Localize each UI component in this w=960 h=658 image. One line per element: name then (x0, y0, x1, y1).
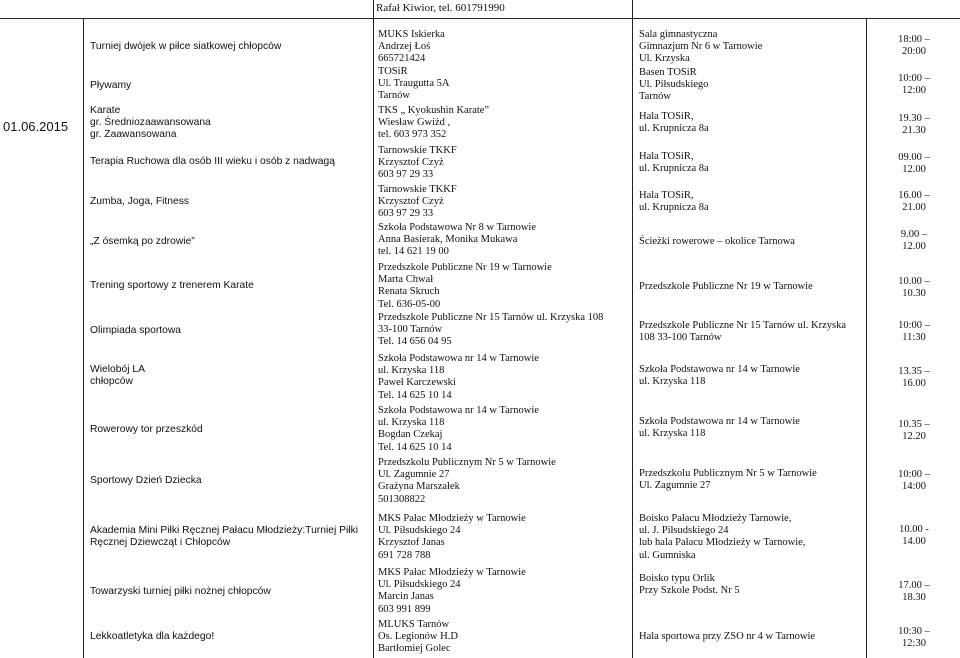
time-cell (870, 626, 958, 650)
organizer-cell (378, 567, 628, 616)
event-text: Terapia Ruchowa dla osób III wieku i osób z nadwagą (90, 156, 335, 167)
time-start: 18:00 – (898, 34, 930, 45)
location-line: ul. Krupnicza 8a (639, 163, 709, 175)
event-text: Zumba, Joga, Fitness (90, 196, 190, 207)
time-end: 16.00 (902, 378, 926, 390)
organizer-line: Krzysztof Czyż (378, 157, 444, 169)
table-top-border (0, 18, 960, 19)
organizer-line: TKS „ Kyokushin Karate” (378, 105, 490, 116)
time-start: 17.00 – (898, 580, 930, 591)
event-cell (90, 280, 370, 292)
location-cell (639, 320, 864, 344)
location-cell (639, 151, 864, 175)
organizer-line: Bartłomiej Golec (378, 643, 451, 655)
organizer-line: 665721424 (378, 53, 426, 65)
time-start: 9.00 – (900, 229, 928, 240)
time-cell (870, 524, 958, 548)
location-line: Hala TOSiR, (639, 151, 694, 162)
organizer-line: 691 728 788 (378, 549, 431, 561)
organizer-line: Szkoła Podstawowa nr 14 w Tarnowie (378, 353, 539, 364)
event-text: Towarzyski turniej piłki nożnej chłopców (90, 586, 271, 597)
time-start: 10:30 – (898, 626, 930, 637)
organizer-line: 603 97 29 33 (378, 169, 434, 181)
organizer-line: MUKS Iskierka (378, 29, 445, 40)
location-line: Przedszkole Publiczne Nr 15 Tarnów ul. Krzyska (639, 320, 846, 331)
time-start: 10.35 – (898, 419, 930, 430)
time-end: 18.30 (902, 592, 926, 604)
time-start: 10:00 – (898, 469, 930, 480)
organizer-line: Przedszkole Publiczne Nr 19 w Tarnowie (378, 262, 552, 273)
event-cell (90, 586, 370, 598)
organizer-line: ul. Krzyska 118 (378, 417, 445, 429)
organizer-line: MLUKS Tarnów (378, 619, 450, 630)
organizer-line: Grażyna Marszałek (378, 481, 460, 493)
organizer-line: Krzysztof Janas (378, 537, 445, 549)
time-start: 10.00 - (899, 524, 929, 535)
event-text: Pływamy (90, 80, 132, 91)
location-line: Gimnazjum Nr 6 w Tarnowie (639, 41, 763, 53)
location-line: Przedszkolu Publicznym Nr 5 w Tarnowie (639, 468, 817, 479)
organizer-line: Renata Skruch (378, 286, 440, 298)
organizer-line: Tarnowskie TKKF (378, 184, 457, 195)
event-text: „Z ósemką po zdrowie” (90, 236, 195, 247)
location-cell (639, 513, 864, 562)
organizer-line: Krzysztof Czyż (378, 196, 444, 208)
location-cell (639, 281, 864, 293)
time-cell (870, 190, 958, 214)
event-text: Lekkoatletyka dla każdego! (90, 631, 215, 642)
location-line: ul. Krupnicza 8a (639, 202, 709, 214)
event-text: Olimpiada sportowa (90, 325, 181, 336)
organizer-line: 33-100 Tarnów (378, 324, 443, 336)
time-start: 10.00 – (898, 276, 930, 287)
organizer-line: Anna Basierak, Monika Mukawa (378, 234, 518, 246)
location-line: 108 33-100 Tarnów (639, 332, 722, 344)
organizer-line: MKS Pałac Młodzieży w Tarnowie (378, 567, 526, 578)
time-cell (870, 366, 958, 390)
time-cell (870, 419, 958, 443)
organizer-line: Przedszkolu Publicznym Nr 5 w Tarnowie (378, 457, 556, 468)
column-divider (373, 0, 374, 658)
organizer-line: 603 97 29 33 (378, 208, 434, 220)
organizer-line: Tel. 636-05-00 (378, 298, 441, 310)
event-cell (90, 325, 370, 337)
location-line: Sala gimnastyczna (639, 29, 718, 40)
event-text: Ręcznej Dziewcząt i Chłopców (90, 537, 231, 549)
organizer-cell (378, 105, 628, 142)
organizer-cell (378, 145, 628, 182)
location-line: Hala TOSiR, (639, 111, 694, 122)
time-end: 10.30 (902, 288, 926, 300)
column-divider (632, 0, 633, 658)
event-text: Rowerowy tor przeszkód (90, 424, 203, 435)
event-text: Karate (90, 105, 121, 116)
organizer-cell (378, 184, 628, 221)
location-line: lub hala Pałacu Młodzieży w Tarnowie, (639, 537, 806, 549)
time-cell (870, 73, 958, 97)
organizer-line: Ul. Zagumnie 27 (378, 469, 450, 481)
header-contact: Rafał Kiwior, tel. 601791990 (376, 2, 505, 14)
organizer-line: Tel. 14 625 10 14 (378, 389, 452, 401)
organizer-cell (378, 457, 628, 506)
organizer-line: MKS Pałac Młodzieży w Tarnowie (378, 513, 526, 524)
location-line: Ul. Zagumnie 27 (639, 480, 711, 492)
organizer-line: Ul. Piłsudskiego 24 (378, 579, 461, 591)
location-line: Hala sportowa przy ZSO nr 4 w Tarnowie (639, 631, 816, 642)
time-cell (870, 152, 958, 176)
organizer-line: Tel. 14 656 04 95 (378, 336, 452, 348)
event-cell (90, 156, 370, 168)
organizer-line: Wiesław Gwiżd , (378, 117, 451, 129)
location-line: Przy Szkole Podst. Nr 5 (639, 585, 740, 597)
column-divider (83, 18, 84, 658)
time-cell (870, 113, 958, 137)
organizer-line: Marta Chwał (378, 274, 434, 286)
location-cell (639, 416, 864, 440)
time-end: 12:30 (902, 638, 926, 650)
time-end: 20:00 (902, 46, 926, 58)
event-text: Turniej dwójek w piłce siatkowej chłopców (90, 41, 282, 52)
time-end: 12:00 (902, 85, 926, 97)
location-cell (639, 631, 864, 643)
organizer-line: Tel. 14 625 10 14 (378, 441, 452, 453)
organizer-line: TOSiR (378, 66, 408, 77)
event-cell (90, 364, 370, 388)
time-cell (870, 34, 958, 58)
location-cell (639, 67, 864, 104)
time-start: 19.30 – (898, 113, 930, 124)
location-line: Ścieżki rowerowe – okolice Tarnowa (639, 236, 795, 247)
time-end: 21.00 (902, 202, 926, 214)
organizer-line: Bogdan Czekaj (378, 429, 443, 441)
location-line: Boisko Pałacu Młodzieży Tarnowie, (639, 513, 792, 524)
organizer-cell (378, 312, 628, 349)
location-line: ul. Krzyska 118 (639, 428, 706, 440)
time-end: 11:30 (902, 332, 926, 344)
organizer-line: Marcin Janas (378, 591, 434, 603)
location-line: Przedszkole Publiczne Nr 19 w Tarnowie (639, 281, 813, 292)
time-cell (870, 276, 958, 300)
event-date: 01.06.2015 (3, 119, 69, 134)
time-end: 12.00 (902, 241, 926, 253)
event-cell (90, 424, 370, 436)
time-cell (870, 469, 958, 493)
organizer-line: Paweł Karczewski (378, 377, 456, 389)
time-start: 13.35 – (898, 366, 930, 377)
location-line: Ul. Piłsudskiego (639, 79, 709, 91)
column-divider (866, 18, 867, 658)
organizer-line: Ul. Piłsudskiego 24 (378, 525, 461, 537)
time-end: 12.20 (902, 431, 926, 443)
event-text: gr. Średniozaawansowana (90, 117, 211, 129)
organizer-line: 501308822 (378, 493, 426, 505)
location-cell (639, 190, 864, 214)
organizer-line: Tarnowskie TKKF (378, 145, 457, 156)
event-text: Akademia Mini Piłki Ręcznej Pałacu Młodzieży:Turniej Piłki (90, 525, 359, 536)
time-cell (870, 229, 958, 253)
event-cell (90, 475, 370, 487)
time-end: 14.00 (902, 536, 926, 548)
organizer-line: Andrzej Łoś (378, 41, 431, 53)
organizer-cell (378, 262, 628, 311)
location-line: Szkoła Podstawowa nr 14 w Tarnowie (639, 416, 800, 427)
event-cell (90, 105, 370, 142)
organizer-line: 603 991 899 (378, 603, 431, 615)
time-end: 21.30 (902, 125, 926, 137)
event-cell (90, 525, 370, 549)
location-cell (639, 236, 864, 248)
location-line: Tarnów (639, 91, 671, 103)
time-cell (870, 320, 958, 344)
event-text: Wielobój LA (90, 364, 145, 375)
time-start: 09.00 – (898, 152, 930, 163)
organizer-line: Ul. Traugutta 5A (378, 78, 450, 90)
organizer-cell (378, 619, 628, 656)
organizer-line: Tarnów (378, 90, 410, 102)
organizer-line: tel. 14 621 19 00 (378, 246, 449, 258)
location-line: Basen TOSiR (639, 67, 697, 78)
event-text: chłopców (90, 376, 133, 388)
event-cell (90, 41, 370, 53)
event-text: Sportowy Dzień Dziecka (90, 475, 202, 486)
time-start: 10:00 – (898, 73, 930, 84)
location-line: Szkoła Podstawowa nr 14 w Tarnowie (639, 364, 800, 375)
organizer-cell (378, 513, 628, 562)
location-cell (639, 29, 864, 66)
organizer-line: Szkoła Podstawowa Nr 8 w Tarnowie (378, 222, 537, 233)
location-line: ul. J. Piłsudskiego 24 (639, 525, 729, 537)
time-end: 12.00 (902, 164, 926, 176)
time-end: 14:00 (902, 481, 926, 493)
time-start: 16.00 – (898, 190, 930, 201)
time-start: 10:00 – (898, 320, 930, 331)
location-line: Boisko typu Orlik (639, 573, 715, 584)
location-cell (639, 573, 864, 597)
location-line: ul. Krupnicza 8a (639, 123, 709, 135)
location-line: Hala TOSiR, (639, 190, 694, 201)
organizer-line: Przedszkole Publiczne Nr 15 Tarnów ul. Krzyska 108 (378, 312, 604, 323)
organizer-line: Szkoła Podstawowa nr 14 w Tarnowie (378, 405, 539, 416)
location-cell (639, 468, 864, 492)
event-cell (90, 80, 370, 92)
location-cell (639, 111, 864, 135)
event-cell (90, 631, 370, 643)
organizer-line: ul. Krzyska 118 (378, 365, 445, 377)
event-cell (90, 196, 370, 208)
event-text: gr. Zaawansowana (90, 129, 177, 141)
organizer-cell (378, 66, 628, 103)
organizer-cell (378, 405, 628, 454)
organizer-cell (378, 222, 628, 259)
organizer-line: Os. Legionów H.D (378, 631, 458, 643)
event-cell (90, 236, 370, 248)
organizer-line: tel. 603 973 352 (378, 129, 447, 141)
time-cell (870, 580, 958, 604)
location-line: ul. Krzyska 118 (639, 376, 706, 388)
organizer-cell (378, 353, 628, 402)
location-cell (639, 364, 864, 388)
event-text: Trening sportowy z trenerem Karate (90, 280, 254, 291)
location-line: ul. Gumniska (639, 549, 696, 561)
organizer-cell (378, 29, 628, 66)
location-line: Ul. Krzyska (639, 53, 690, 65)
